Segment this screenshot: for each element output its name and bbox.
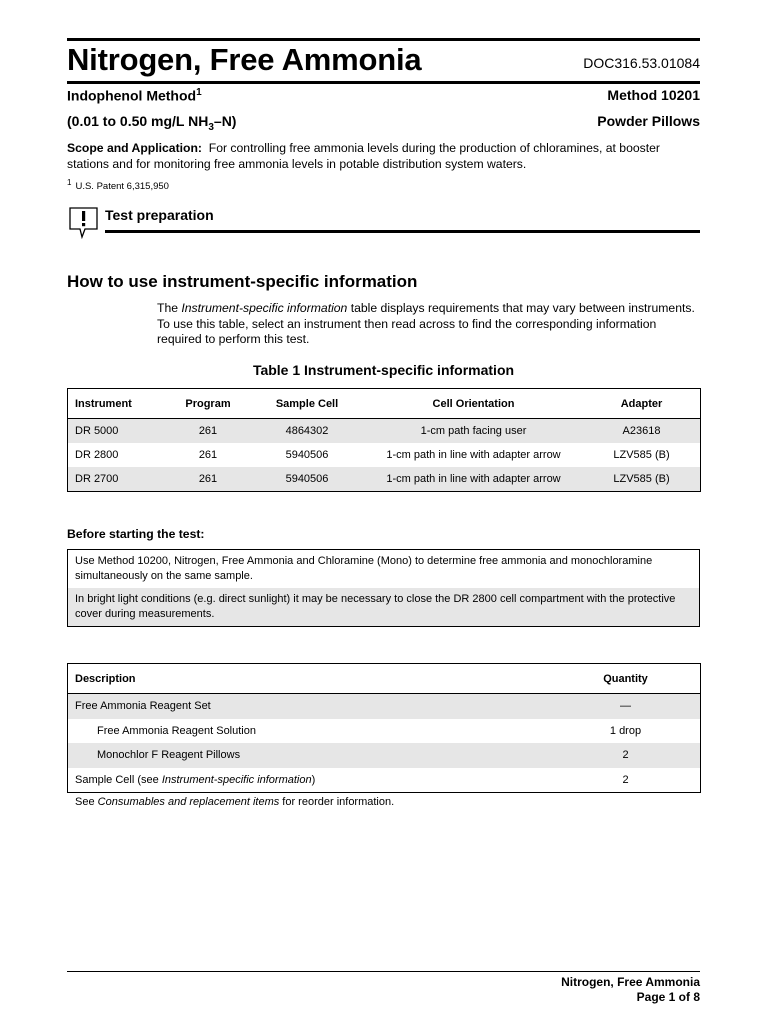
footnote	[67, 178, 169, 192]
before-test-heading: Before starting the test:	[67, 527, 205, 541]
table-row	[68, 719, 701, 744]
footnote-number: 1	[67, 178, 72, 187]
item-description: Free Ammonia Reagent Solution	[97, 724, 256, 737]
table-cell: 1-cm path in line with adapter arrow	[386, 449, 561, 461]
title-rule	[67, 81, 700, 84]
materials-table	[67, 663, 701, 793]
instrument-intro: The Instrument-specific information table displays requirements that may vary between instruments. To use this table, select an instrument then read across to find the corresponding information required to perform this test.	[157, 301, 695, 346]
table-cell: 1-cm path facing user	[364, 419, 583, 444]
item-description: Sample Cell (see Instrument-specific information)	[75, 773, 316, 786]
table-cell: LZV585 (B)	[583, 467, 701, 492]
instrument-table-link: Instrument-specific information	[161, 773, 312, 786]
item-quantity: —	[551, 694, 701, 719]
reagent-format: Powder Pillows	[597, 113, 700, 129]
table-cell: DR 5000	[68, 419, 167, 444]
item-description: Free Ammonia Reagent Set	[68, 694, 552, 719]
table-cell: 261	[166, 467, 250, 492]
table-cell: DR 2800	[75, 449, 119, 461]
table-cell: LZV585 (B)	[613, 449, 670, 461]
method-name: Indophenol Method$^1$	[67, 87, 202, 104]
consumables-reference: Consumables and replacement items	[97, 796, 280, 808]
table-row	[68, 419, 701, 444]
note-item: In bright light conditions (e.g. direct sunlight) it may be necessary to close the DR 2800 cell compartment with the protective cover during measurements.	[68, 588, 699, 626]
table-cell: 5940506	[250, 467, 364, 492]
measurement-range: (0.01 to 0.50 mg/L $NH_3-N$)	[67, 113, 237, 133]
table-row	[68, 467, 701, 492]
before-test-notes	[67, 549, 700, 627]
column-header: Adapter	[583, 389, 701, 419]
table-header-row	[68, 664, 701, 694]
column-header: Instrument	[68, 389, 167, 419]
instrument-table-reference: Instrument-specific information	[181, 301, 348, 315]
column-header: Description	[68, 664, 552, 694]
section-rule	[105, 230, 700, 233]
section-title-test-preparation: Test preparation	[105, 207, 214, 223]
instrument-section-heading: How to use instrument-specific information	[67, 272, 418, 291]
scope-label: Scope and Application:	[67, 141, 202, 155]
page-title: Nitrogen, Free Ammonia	[67, 42, 422, 77]
table-cell: A23618	[583, 419, 701, 444]
table-cell: DR 2700	[68, 467, 167, 492]
table-cell: 261	[198, 449, 218, 461]
title-row	[67, 42, 700, 80]
table-caption: Table 1 Instrument-specific information	[252, 362, 515, 378]
table-cell: 1-cm path in line with adapter arrow	[364, 467, 583, 492]
footnote-text: U.S. Patent 6,315,950	[75, 181, 169, 193]
scope-text: For controlling free ammonia levels during the production of chloramines, at booster stations and for monitoring free ammonia levels in potable distribution system waters.	[67, 141, 660, 171]
table-row	[68, 743, 701, 768]
instrument-table	[67, 388, 701, 492]
document-id: DOC316.53.01084	[583, 55, 700, 71]
scope-paragraph	[67, 140, 700, 172]
table-row	[68, 768, 701, 793]
column-header: Quantity	[551, 664, 701, 694]
table-header-row	[68, 389, 701, 419]
top-rule	[67, 38, 700, 41]
column-header: Program	[166, 389, 250, 419]
footer-title: Nitrogen, Free Ammonia	[561, 975, 700, 989]
footnote-mark: 1	[196, 87, 202, 98]
column-header: Cell Orientation	[364, 389, 583, 419]
exclamation-note-icon	[69, 207, 99, 244]
item-quantity: 2	[622, 773, 629, 786]
item-quantity: 2	[551, 743, 701, 768]
item-description: Monochlor F Reagent Pillows	[68, 743, 552, 768]
table-row	[68, 694, 701, 719]
page-footer	[561, 975, 700, 1005]
footer-rule	[67, 971, 700, 972]
page-number: Page 1 of 8	[636, 990, 700, 1004]
table-cell: 4864302	[250, 419, 364, 444]
item-quantity: 1 drop	[609, 724, 642, 737]
note-item: Use Method 10200, Nitrogen, Free Ammonia and Chloramine (Mono) to determine free ammonia and monochloramine simultaneously on the same sample.	[75, 555, 653, 582]
table-cell: 5940506	[285, 449, 329, 461]
table-row	[68, 443, 701, 467]
method-number: Method 10201	[607, 87, 700, 103]
reorder-note: See Consumables and replacement items for reorder information.	[75, 796, 395, 808]
table-cell: 261	[166, 419, 250, 444]
column-header: Sample Cell	[250, 389, 364, 419]
